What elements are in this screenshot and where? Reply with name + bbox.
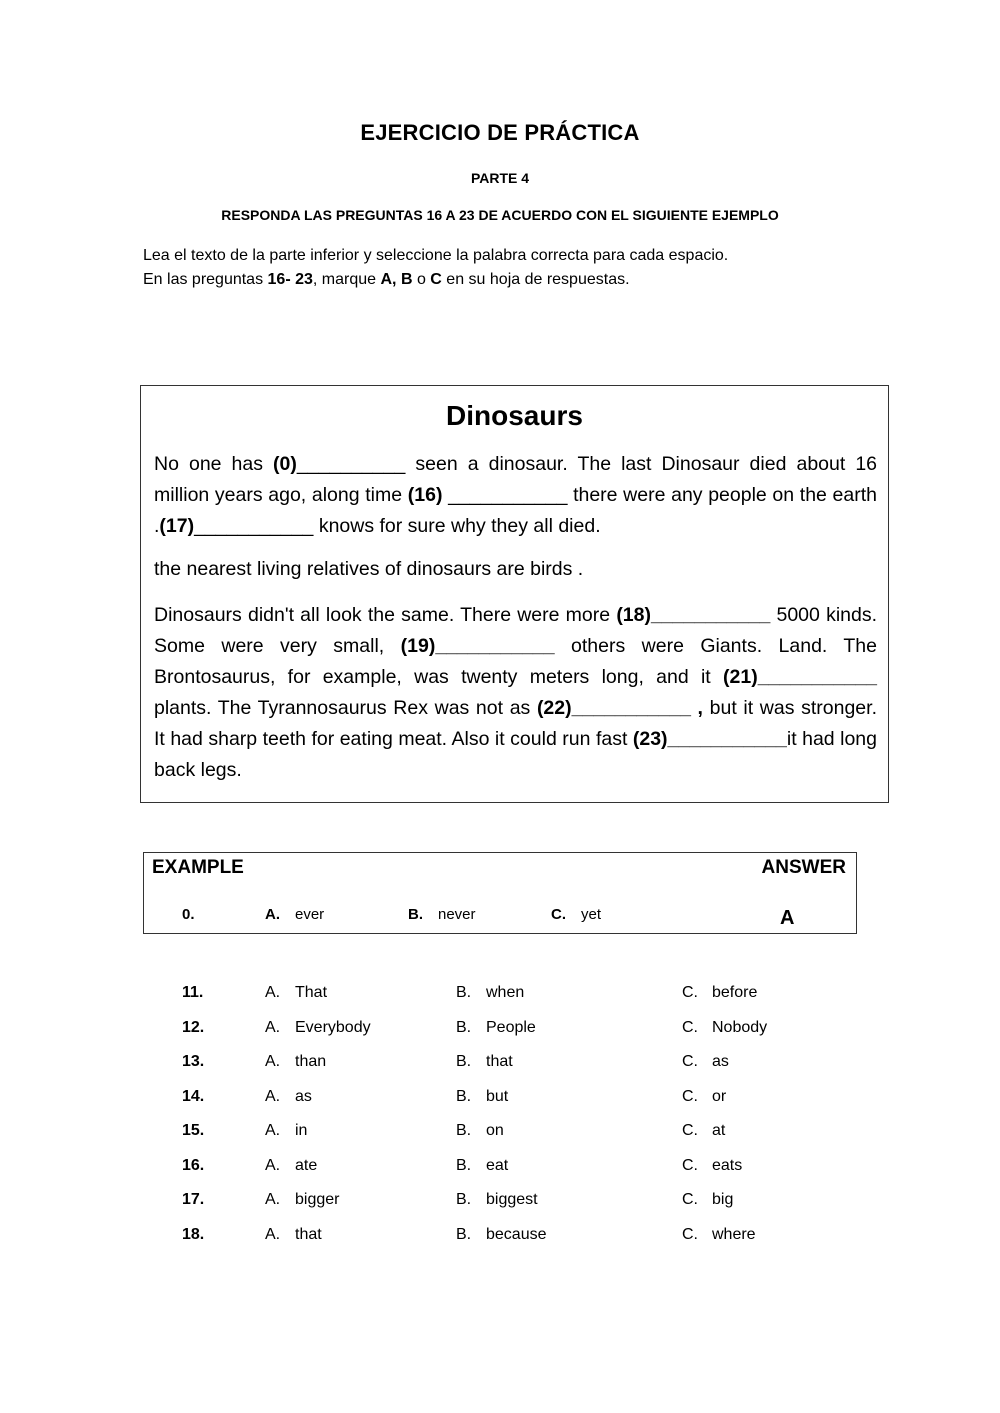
example-option-a: ever xyxy=(295,906,325,923)
instructions xyxy=(143,244,728,292)
option-a-letter: A. xyxy=(265,984,281,1001)
question-row xyxy=(0,980,1000,1015)
gap-22: (22)___________ , xyxy=(536,697,703,719)
example-option-c: yet xyxy=(581,906,602,923)
example-label: EXAMPLE xyxy=(152,857,244,878)
option-b-letter: B. xyxy=(456,1156,472,1174)
gap-0: (0) xyxy=(273,453,297,475)
option-b[interactable]: on xyxy=(486,1122,504,1139)
example-option-a-letter: A. xyxy=(265,906,280,923)
passage-title: Dinosaurs xyxy=(446,400,583,431)
option-b[interactable]: but xyxy=(486,1087,509,1105)
option-a-letter: A. xyxy=(265,1191,281,1208)
part-label: PARTE 4 xyxy=(470,170,530,186)
option-c[interactable]: where xyxy=(712,1225,756,1243)
question-number: 16. xyxy=(182,1156,205,1174)
option-a-letter: A. xyxy=(265,1018,281,1036)
question-number: 12. xyxy=(182,1018,205,1036)
option-a[interactable]: as xyxy=(295,1087,312,1105)
option-b-letter: B. xyxy=(456,1053,472,1070)
passage-text: ___________ there were any people on the earth . xyxy=(154,484,877,537)
option-b-letter: B. xyxy=(456,1087,472,1105)
example-box xyxy=(143,852,857,934)
option-c-letter: C. xyxy=(682,1087,698,1105)
option-b[interactable]: People xyxy=(486,1018,536,1036)
question-number: 11. xyxy=(182,984,204,1001)
example-number: 0. xyxy=(182,906,195,923)
option-c[interactable]: eats xyxy=(712,1156,743,1174)
option-c-letter: C. xyxy=(682,1156,698,1174)
instruction-line-2 xyxy=(143,268,728,292)
question-list xyxy=(0,980,1000,1256)
option-b[interactable]: eat xyxy=(486,1156,509,1174)
passage-text: 5000 kinds. Some were very small, xyxy=(154,604,878,657)
gap-16: (16) xyxy=(407,484,443,506)
option-b[interactable]: when xyxy=(486,984,525,1001)
option-b-letter: B. xyxy=(456,1225,472,1243)
option-c[interactable]: Nobody xyxy=(712,1018,768,1036)
option-b[interactable]: because xyxy=(486,1225,547,1243)
page-title: EJERCICIO DE PRÁCTICA xyxy=(360,120,640,145)
passage-text: it had long back legs. xyxy=(154,728,877,781)
option-c-letter: C. xyxy=(682,1018,698,1036)
option-a[interactable]: in xyxy=(295,1122,308,1139)
question-row xyxy=(0,1118,1000,1153)
example-option-b: never xyxy=(438,906,476,923)
question-number: 18. xyxy=(182,1225,205,1243)
option-b[interactable]: biggest xyxy=(486,1191,538,1208)
example-answer: A xyxy=(780,907,795,929)
option-c[interactable]: as xyxy=(712,1053,729,1070)
gap-19: (19)___________ xyxy=(400,635,555,657)
passage-text: No one has xyxy=(154,453,274,475)
instr-text: en su hoja de respuestas. xyxy=(441,271,630,288)
respond-instruction: RESPONDA LAS PREGUNTAS 16 A 23 DE ACUERDO CON EL SIGUIENTE EJEMPLO xyxy=(221,207,779,223)
question-row xyxy=(0,1153,1000,1188)
option-a[interactable]: Everybody xyxy=(295,1018,371,1036)
gap-18: (18)___________ xyxy=(616,604,771,626)
instr-text: En las preguntas xyxy=(143,271,268,288)
question-number: 13. xyxy=(182,1053,205,1070)
option-c-letter: C. xyxy=(682,1053,698,1070)
gap-21: (21)___________ xyxy=(723,666,877,688)
option-a[interactable]: that xyxy=(295,1225,322,1243)
option-c-letter: C. xyxy=(682,1225,698,1243)
passage-paragraph-3 xyxy=(154,600,877,786)
instr-text: o xyxy=(412,271,431,288)
question-row xyxy=(0,1015,1000,1050)
passage-text: others were Giants. Land. The Brontosaurus, for example, was twenty meters long, and it xyxy=(154,635,877,688)
instr-letters: A, B xyxy=(380,271,413,288)
option-b-letter: B. xyxy=(456,984,472,1001)
option-a[interactable]: bigger xyxy=(295,1191,340,1208)
option-c[interactable]: big xyxy=(712,1191,734,1208)
question-number: 15. xyxy=(182,1122,205,1139)
option-c-letter: C. xyxy=(682,984,698,1001)
option-a-letter: A. xyxy=(265,1087,281,1105)
option-a[interactable]: than xyxy=(295,1053,327,1070)
question-row xyxy=(0,1049,1000,1084)
passage-text: ___________ knows for sure why they all died. xyxy=(194,515,601,537)
option-a-letter: A. xyxy=(265,1053,281,1070)
option-c[interactable]: at xyxy=(712,1122,726,1139)
option-a-letter: A. xyxy=(265,1156,281,1174)
option-a-letter: A. xyxy=(265,1122,281,1139)
question-row xyxy=(0,1084,1000,1119)
gap-17: (17) xyxy=(159,515,195,537)
option-c[interactable]: or xyxy=(712,1087,727,1105)
passage-text: __________ seen a dinosaur. The last Dinosaur died about 16 million years ago, along time xyxy=(154,453,878,506)
option-b-letter: B. xyxy=(456,1191,472,1208)
gap-23: (23)___________ xyxy=(632,728,787,750)
example-option-c-letter: C. xyxy=(551,906,566,923)
option-b[interactable]: that xyxy=(486,1053,513,1070)
option-c-letter: C. xyxy=(682,1122,698,1139)
question-number: 17. xyxy=(182,1191,205,1208)
passage-paragraph-2: the nearest living relatives of dinosaurs are birds . xyxy=(154,558,584,580)
instr-text: , marque xyxy=(312,271,381,288)
passage-box xyxy=(140,385,889,803)
option-b-letter: B. xyxy=(456,1018,472,1036)
question-row xyxy=(0,1187,1000,1222)
option-a[interactable]: ate xyxy=(295,1156,318,1174)
answer-label: ANSWER xyxy=(761,857,846,878)
option-b-letter: B. xyxy=(456,1122,472,1139)
passage-text: but it was stronger. It had sharp teeth for eating meat. Also it could run fast xyxy=(154,697,877,750)
instruction-line-1: Lea el texto de la parte inferior y seleccione la palabra correcta para cada espacio. xyxy=(143,247,729,264)
option-a-letter: A. xyxy=(265,1225,281,1243)
example-option-b-letter: B. xyxy=(408,906,423,923)
passage-text: plants. The Tyrannosaurus Rex was not as xyxy=(154,697,537,719)
question-row xyxy=(0,1222,1000,1257)
passage-text: Dinosaurs didn't all look the same. There were more xyxy=(154,604,617,626)
question-number: 14. xyxy=(182,1087,205,1105)
option-c-letter: C. xyxy=(682,1191,698,1208)
option-a[interactable]: That xyxy=(295,984,328,1001)
passage-paragraph-1 xyxy=(154,449,877,542)
instr-letter-c: C xyxy=(430,271,442,288)
option-c[interactable]: before xyxy=(712,984,758,1001)
instr-range: 16- 23 xyxy=(267,271,313,288)
